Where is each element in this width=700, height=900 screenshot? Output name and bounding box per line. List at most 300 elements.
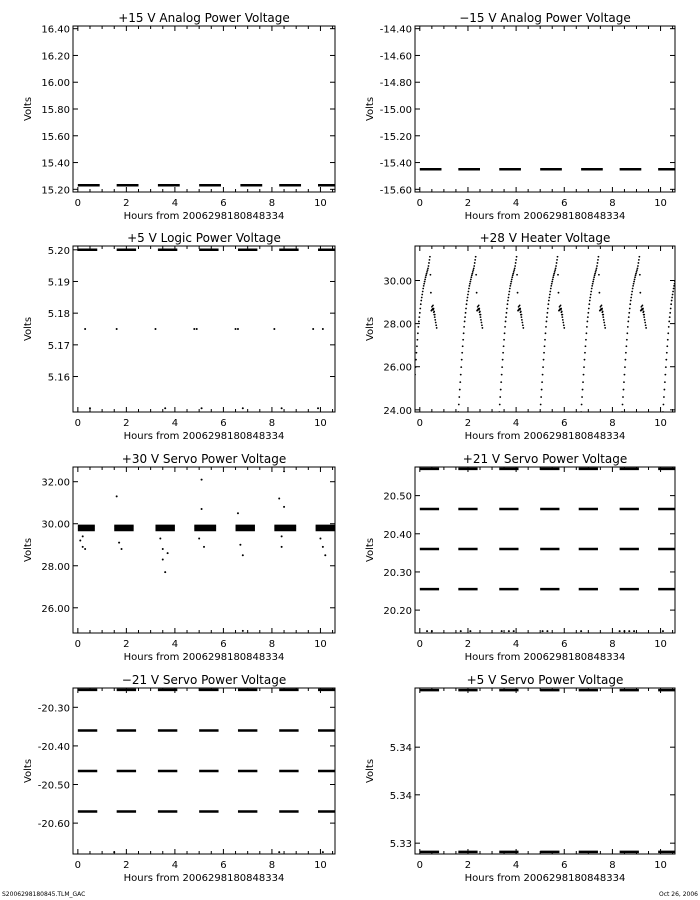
data-point — [684, 314, 686, 316]
y-tick-label: 5.16 — [47, 372, 70, 384]
y-tick-label: 20.50 — [383, 491, 412, 503]
data-point — [511, 279, 513, 281]
data-point — [435, 324, 437, 326]
data-point — [196, 328, 198, 330]
data-point — [278, 498, 280, 500]
data-point — [522, 324, 524, 326]
data-point — [322, 546, 324, 548]
y-tick-label: 28.00 — [383, 319, 412, 331]
chart-title: −15 V Analog Power Voltage — [459, 11, 631, 25]
data-layer — [78, 470, 335, 632]
x-tick-label: 10 — [654, 198, 667, 209]
data-point — [540, 396, 542, 398]
x-tick-label: 8 — [268, 418, 276, 429]
data-point — [642, 308, 644, 310]
chart-3 — [23, 231, 335, 442]
data-point — [480, 314, 482, 316]
data-point — [84, 328, 86, 330]
data-point — [463, 326, 465, 328]
data-point — [503, 339, 505, 341]
data-point — [463, 332, 465, 334]
data-point — [561, 316, 563, 318]
data-point — [642, 309, 644, 311]
x-tick-label: 8 — [609, 860, 616, 871]
data-point — [201, 479, 203, 481]
data-point — [283, 470, 285, 472]
data-point — [466, 303, 468, 305]
y-axis-label: Volts — [23, 316, 34, 342]
data-point — [681, 310, 683, 312]
chart-title: +5 V Servo Power Voltage — [466, 673, 624, 687]
data-point — [557, 274, 559, 276]
data-point — [465, 308, 467, 310]
data-point — [591, 288, 593, 290]
y-tick-label: 5.33 — [389, 839, 412, 851]
data-point — [595, 269, 597, 271]
data-point — [638, 259, 640, 261]
data-point — [671, 300, 673, 302]
data-point — [507, 303, 509, 305]
data-point — [481, 322, 483, 324]
data-point — [643, 311, 645, 313]
x-tick-label: 6 — [220, 639, 227, 650]
data-point — [598, 256, 600, 258]
x-tick-label: 0 — [74, 418, 82, 429]
x-tick-label: 0 — [416, 418, 424, 429]
x-axis-label: Hours from 2006298180848334 — [464, 873, 626, 884]
data-point — [458, 396, 460, 398]
data-point — [593, 276, 595, 278]
data-point — [242, 630, 244, 632]
data-point — [637, 268, 639, 270]
data-point — [462, 345, 464, 347]
data-point — [644, 322, 646, 324]
data-point — [676, 274, 678, 276]
data-point — [432, 304, 434, 306]
data-point — [671, 297, 673, 299]
data-point — [519, 309, 521, 311]
data-point — [556, 262, 558, 264]
data-point — [465, 312, 467, 314]
data-point — [635, 274, 637, 276]
x-tick-label: 4 — [171, 418, 179, 429]
data-point — [116, 495, 118, 497]
data-point — [684, 311, 686, 313]
x-tick-label: 10 — [654, 418, 667, 429]
data-point — [590, 291, 592, 293]
data-point — [544, 339, 546, 341]
data-point — [471, 274, 473, 276]
data-point — [547, 303, 549, 305]
y-axis-label: Volts — [365, 316, 376, 342]
x-tick-label: 2 — [464, 639, 472, 650]
data-point — [664, 374, 666, 376]
data-point — [683, 309, 685, 311]
x-tick-label: 8 — [268, 860, 276, 871]
chart-title: +21 V Servo Power Voltage — [462, 452, 628, 466]
data-point — [427, 269, 429, 271]
data-point — [500, 389, 502, 391]
data-point — [539, 411, 541, 413]
data-point — [586, 321, 588, 323]
data-point — [322, 851, 324, 853]
data-point — [278, 851, 280, 853]
data-point — [672, 291, 674, 293]
x-tick-label: 10 — [654, 860, 667, 871]
data-point — [553, 273, 555, 275]
data-point — [666, 352, 668, 354]
data-point — [417, 332, 419, 334]
y-tick-label: 26.00 — [41, 603, 70, 615]
x-tick-label: 8 — [268, 639, 276, 650]
data-point — [673, 285, 675, 287]
data-point — [82, 546, 84, 548]
data-point — [560, 309, 562, 311]
data-point — [644, 314, 646, 316]
data-point — [623, 630, 625, 632]
data-point — [625, 352, 627, 354]
data-point — [669, 312, 671, 314]
data-point — [460, 366, 462, 368]
data-point — [682, 309, 684, 311]
data-point — [542, 374, 544, 376]
y-tick-label: 5.19 — [47, 277, 70, 289]
data-point — [459, 381, 461, 383]
chart-8 — [365, 673, 675, 884]
data-point — [545, 326, 547, 328]
x-tick-label: 4 — [512, 418, 520, 429]
data-point — [427, 268, 429, 270]
data-point — [543, 359, 545, 361]
y-tick-label: 16.40 — [41, 24, 70, 36]
y-axis-label: Volts — [23, 537, 34, 563]
y-tick-label: -14.80 — [379, 78, 412, 90]
data-point — [419, 312, 421, 314]
data-point — [558, 292, 560, 294]
x-tick-label: 0 — [74, 198, 82, 209]
data-point — [667, 339, 669, 341]
data-point — [468, 288, 470, 290]
data-point — [159, 537, 161, 539]
y-tick-label: 15.80 — [41, 105, 70, 116]
data-point — [418, 316, 420, 318]
data-point — [545, 332, 547, 334]
data-point — [504, 332, 506, 334]
data-point — [436, 327, 438, 329]
data-point — [662, 630, 664, 632]
data-point — [603, 314, 605, 316]
data-point — [683, 311, 685, 313]
chart-2 — [365, 11, 675, 222]
chart-title: −21 V Servo Power Voltage — [121, 673, 287, 687]
y-tick-label: 5.34 — [389, 743, 412, 755]
data-point — [586, 326, 588, 328]
data-point — [587, 316, 589, 318]
data-point — [84, 548, 86, 550]
data-point — [428, 262, 430, 264]
data-point — [541, 381, 543, 383]
data-point — [425, 274, 427, 276]
data-point — [561, 311, 563, 313]
data-point — [473, 268, 475, 270]
data-point — [201, 508, 203, 510]
x-tick-label: 4 — [512, 198, 520, 209]
data-point — [551, 281, 553, 283]
data-point — [643, 316, 645, 318]
data-point — [599, 292, 601, 294]
data-point — [550, 288, 552, 290]
x-tick-label: 8 — [609, 418, 616, 429]
data-point — [594, 273, 596, 275]
data-point — [629, 303, 631, 305]
y-axis-label: Volts — [365, 758, 376, 784]
data-point — [434, 319, 436, 321]
data-point — [416, 345, 418, 347]
data-point — [544, 345, 546, 347]
x-axis-label: Hours from 2006298180848334 — [123, 652, 285, 663]
data-point — [273, 328, 275, 330]
data-point — [499, 404, 501, 406]
data-point — [630, 297, 632, 299]
data-point — [425, 276, 427, 278]
data-point — [670, 303, 672, 305]
data-point — [513, 269, 515, 271]
data-point — [482, 327, 484, 329]
x-tick-label: 2 — [464, 418, 472, 429]
data-point — [509, 288, 511, 290]
data-point — [520, 311, 522, 313]
data-point — [628, 316, 630, 318]
data-point — [622, 404, 624, 406]
data-point — [627, 321, 629, 323]
data-point — [469, 285, 471, 287]
data-point — [501, 366, 503, 368]
data-point — [242, 554, 244, 556]
data-point — [585, 345, 587, 347]
chart-title: +28 V Heater Voltage — [479, 231, 611, 245]
data-point — [522, 327, 524, 329]
data-point — [239, 544, 241, 546]
data-point — [466, 300, 468, 302]
data-point — [283, 506, 285, 508]
data-point — [426, 273, 428, 275]
data-layer — [420, 689, 675, 852]
plot-frame — [73, 246, 335, 412]
data-point — [476, 292, 478, 294]
data-point — [458, 404, 460, 406]
data-point — [510, 281, 512, 283]
data-point — [478, 309, 480, 311]
data-point — [324, 554, 326, 556]
data-point — [419, 308, 421, 310]
data-point — [639, 274, 641, 276]
data-point — [164, 407, 166, 409]
data-point — [478, 304, 480, 306]
data-point — [500, 381, 502, 383]
data-point — [542, 366, 544, 368]
data-point — [678, 262, 680, 264]
data-point — [116, 328, 118, 330]
y-tick-label: 20.20 — [383, 606, 412, 618]
data-point — [521, 322, 523, 324]
data-point — [421, 294, 423, 296]
data-point — [582, 381, 584, 383]
data-point — [552, 276, 554, 278]
data-point — [514, 268, 516, 270]
x-tick-label: 4 — [512, 860, 520, 871]
data-point — [471, 273, 473, 275]
data-point — [508, 297, 510, 299]
x-axis-label: Hours from 2006298180848334 — [464, 652, 626, 663]
data-point — [686, 324, 688, 326]
y-tick-label: 28.00 — [41, 561, 70, 573]
data-point — [551, 283, 553, 285]
data-point — [508, 630, 510, 632]
x-axis-label: Hours from 2006298180848334 — [123, 873, 285, 884]
y-tick-label: 24.00 — [383, 405, 412, 417]
data-point — [464, 321, 466, 323]
chart-6 — [365, 452, 675, 663]
y-tick-label: 15.60 — [41, 131, 70, 143]
plot-frame — [415, 26, 675, 192]
y-tick-label: 15.40 — [41, 158, 70, 170]
data-point — [552, 279, 554, 281]
data-point — [516, 274, 518, 276]
x-tick-label: 8 — [609, 639, 616, 650]
data-point — [633, 630, 635, 632]
x-tick-label: 6 — [561, 860, 568, 871]
data-point — [628, 312, 630, 314]
data-point — [513, 630, 515, 632]
y-tick-label: -14.40 — [379, 24, 412, 36]
data-point — [665, 359, 667, 361]
data-point — [472, 271, 474, 273]
data-point — [588, 303, 590, 305]
data-point — [679, 256, 681, 258]
data-point — [548, 300, 550, 302]
data-point — [421, 297, 423, 299]
data-point — [475, 256, 477, 258]
data-point — [154, 328, 156, 330]
data-point — [460, 689, 462, 691]
data-point — [684, 314, 686, 316]
data-point — [413, 396, 415, 398]
data-point — [679, 259, 681, 261]
y-tick-label: -14.60 — [379, 51, 412, 63]
data-layer — [78, 250, 335, 409]
data-point — [594, 274, 596, 276]
y-tick-label: -15.60 — [379, 185, 412, 197]
data-point — [547, 312, 549, 314]
x-tick-label: 2 — [123, 639, 130, 650]
chart-title: +15 V Analog Power Voltage — [118, 11, 290, 25]
data-point — [603, 319, 605, 321]
data-point — [417, 339, 419, 341]
y-tick-label: 5.34 — [389, 790, 412, 802]
data-point — [429, 256, 431, 258]
data-point — [469, 281, 471, 283]
data-point — [581, 396, 583, 398]
data-point — [678, 265, 680, 267]
data-point — [508, 294, 510, 296]
data-point — [554, 269, 556, 271]
data-point — [422, 288, 424, 290]
data-point — [628, 630, 630, 632]
data-point — [418, 321, 420, 323]
data-point — [461, 359, 463, 361]
data-point — [662, 411, 664, 413]
data-point — [603, 322, 605, 324]
data-point — [547, 308, 549, 310]
data-point — [505, 321, 507, 323]
data-point — [281, 546, 283, 548]
data-point — [198, 537, 200, 539]
data-point — [682, 305, 684, 307]
data-point — [585, 339, 587, 341]
data-point — [683, 304, 685, 306]
data-point — [590, 294, 592, 296]
data-point — [583, 689, 585, 691]
plot-frame — [415, 688, 675, 854]
data-point — [235, 328, 237, 330]
data-point — [645, 327, 647, 329]
data-point — [560, 304, 562, 306]
data-point — [630, 300, 632, 302]
y-tick-label: 32.00 — [41, 477, 70, 489]
data-point — [426, 630, 428, 632]
data-point — [592, 283, 594, 285]
data-point — [433, 308, 435, 310]
data-point — [556, 259, 558, 261]
data-point — [281, 535, 283, 537]
footer-date: Oct 26, 2006 — [659, 891, 698, 898]
data-point — [622, 396, 624, 398]
data-point — [467, 294, 469, 296]
x-tick-label: 6 — [220, 860, 227, 871]
data-point — [664, 381, 666, 383]
data-point — [663, 396, 665, 398]
data-point — [557, 256, 559, 258]
data-point — [677, 269, 679, 271]
data-point — [319, 537, 321, 539]
data-point — [593, 279, 595, 281]
y-tick-label: -15.00 — [379, 105, 412, 116]
data-point — [638, 256, 640, 258]
data-point — [623, 381, 625, 383]
x-tick-label: 2 — [464, 198, 472, 209]
data-point — [521, 314, 523, 316]
data-point — [555, 265, 557, 267]
x-axis-label: Hours from 2006298180848334 — [123, 431, 285, 442]
y-tick-label: 5.20 — [47, 245, 70, 257]
data-point — [521, 316, 523, 318]
data-point — [589, 300, 591, 302]
data-point — [237, 512, 239, 514]
data-point — [592, 281, 594, 283]
data-point — [498, 411, 500, 413]
data-point — [541, 389, 543, 391]
data-point — [317, 407, 319, 409]
data-point — [632, 285, 634, 287]
data-point — [480, 316, 482, 318]
data-point — [424, 279, 426, 281]
y-tick-label: -15.40 — [379, 158, 412, 170]
data-point — [501, 374, 503, 376]
data-point — [459, 389, 461, 391]
data-point — [685, 322, 687, 324]
data-point — [638, 262, 640, 264]
y-tick-label: 20.30 — [383, 567, 412, 579]
